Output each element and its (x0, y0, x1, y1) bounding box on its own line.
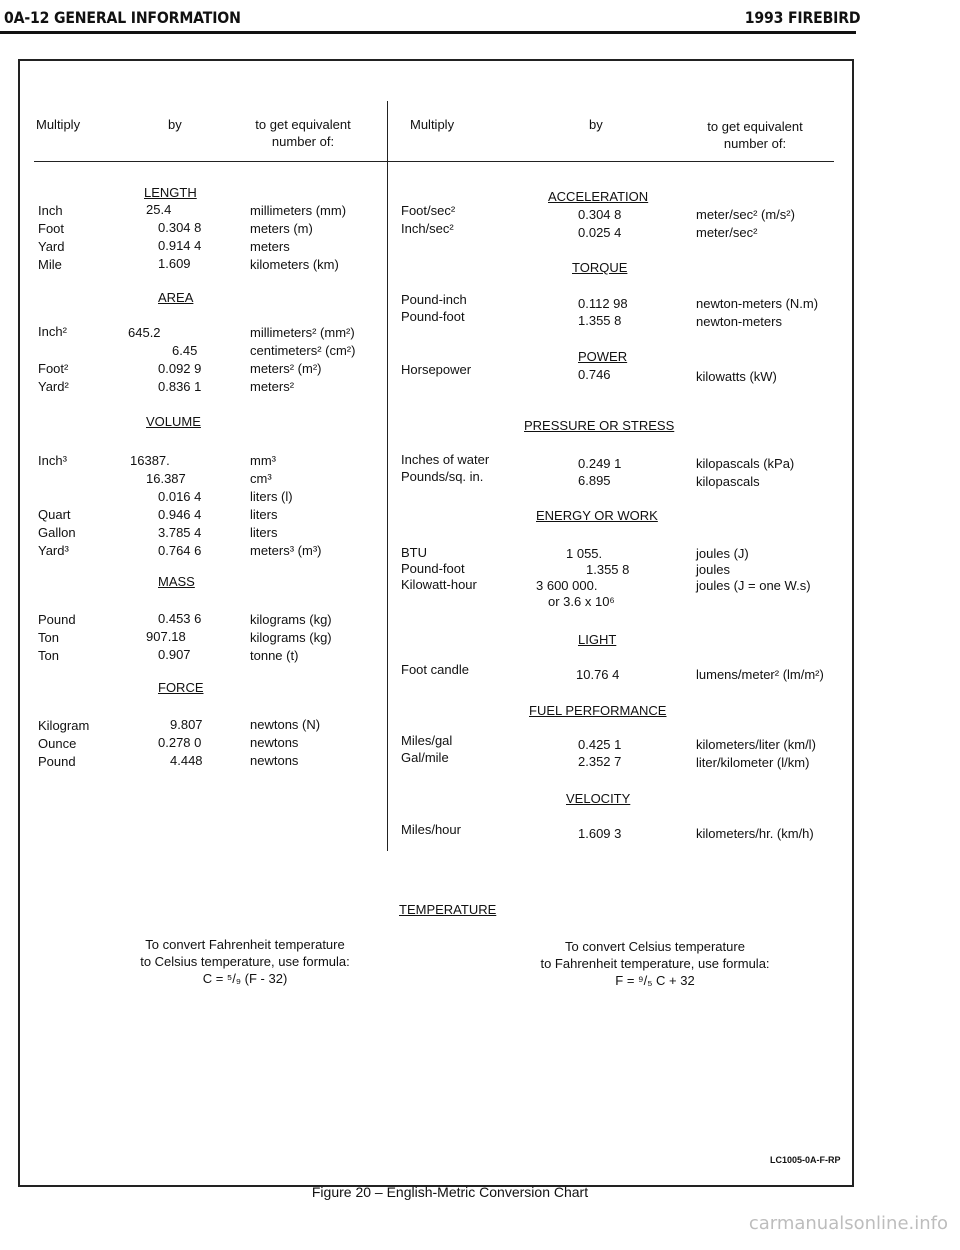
right-result: kilometers/liter (km/l) (696, 737, 816, 752)
section-mass: MASS (158, 574, 195, 589)
right-factor: 0.304 8 (578, 207, 622, 222)
left-result: kilograms (kg) (250, 630, 332, 645)
left-factor: 16387. (130, 453, 170, 468)
section-force: FORCE (158, 680, 204, 695)
left-result: mm³ (250, 453, 276, 468)
left-get-header-2: number of: (271, 134, 335, 149)
site-watermark: carmanualsonline.info (748, 1213, 948, 1234)
right-result: joules (J = one W.s) (696, 578, 811, 593)
right-factor: 0.025 4 (578, 225, 622, 240)
left-result: liters (250, 525, 278, 540)
right-unit: Pound-foot (401, 561, 465, 576)
temp-c-to-f-line1: To convert Celsius temperature (565, 939, 745, 954)
left-factor: 0.092 9 (158, 361, 202, 376)
right-unit: Miles/gal (401, 733, 453, 748)
left-result: cm³ (250, 471, 272, 486)
right-result: newton-meters (696, 314, 782, 329)
left-factor: 16.387 (146, 471, 186, 486)
left-get-header-1: to get equivalent (255, 117, 351, 132)
left-factor: 25.4 (146, 202, 172, 217)
left-factor: 6.45 (172, 343, 198, 358)
right-unit: Foot candle (401, 662, 469, 677)
figure-code: LC1005-0A-F-RP (770, 1155, 841, 1165)
right-factor: 2.352 7 (578, 754, 622, 769)
right-result: lumens/meter² (lm/m²) (696, 667, 824, 682)
left-unit: Ton (38, 648, 59, 663)
right-factor: or 3.6 x 10⁶ (548, 594, 615, 609)
right-factor: 0.249 1 (578, 456, 622, 471)
left-result: kilometers (km) (250, 257, 339, 272)
left-result: meters (250, 239, 290, 254)
right-result: kilometers/hr. (km/h) (696, 826, 814, 841)
right-result: kilopascals (kPa) (696, 456, 795, 471)
right-unit: Inches of water (401, 452, 490, 467)
left-factor: 0.278 0 (158, 735, 202, 750)
temp-f-to-c-line2: to Celsius temperature, use formula: (140, 954, 350, 969)
right-result: joules (J) (696, 546, 749, 561)
left-result: millimeters (mm) (250, 203, 347, 218)
right-result: joules (696, 562, 730, 577)
left-result: centimeters² (cm²) (250, 343, 356, 358)
left-unit: Inch² (38, 324, 67, 339)
right-result: liter/kilometer (l/km) (696, 755, 810, 770)
left-result: newtons (N) (250, 717, 321, 732)
right-by-header: by (589, 117, 603, 132)
page-header-right: 1993 FIREBIRD (744, 8, 860, 27)
left-result: meters² (m²) (250, 361, 322, 376)
right-factor: 0.112 98 (578, 296, 628, 311)
left-unit: Ton (38, 630, 59, 645)
right-unit: Inch/sec² (401, 221, 454, 236)
left-unit: Inch³ (38, 453, 67, 468)
right-unit: Pounds/sq. in. (401, 469, 484, 484)
right-result: meter/sec² (696, 225, 758, 240)
right-result: meter/sec² (m/s²) (696, 207, 795, 222)
section-length: LENGTH (144, 185, 197, 200)
column-divider (387, 101, 388, 851)
left-result: tonne (t) (250, 648, 299, 663)
left-factor: 3.785 4 (158, 525, 202, 540)
section-volume: VOLUME (146, 414, 201, 429)
right-factor: 1.355 8 (578, 313, 622, 328)
left-factor: 0.907 (158, 647, 191, 662)
left-result: newtons (250, 753, 299, 768)
left-factor: 4.448 (170, 753, 203, 768)
left-unit: Foot (38, 221, 65, 236)
left-unit: Yard² (38, 379, 69, 394)
section-area: AREA (158, 290, 194, 305)
right-unit: BTU (401, 545, 427, 560)
left-factor: 0.016 4 (158, 489, 202, 504)
left-unit: Ounce (38, 736, 77, 751)
right-factor: 1.355 8 (586, 562, 630, 577)
right-factor: 6.895 (578, 473, 611, 488)
left-result: meters² (250, 379, 295, 394)
right-get-header-2: number of: (723, 136, 787, 151)
header-rule-table (34, 161, 834, 162)
right-unit: Foot/sec² (401, 203, 456, 218)
left-result: kilograms (kg) (250, 612, 332, 627)
left-factor: 1.609 (158, 256, 191, 271)
left-unit: Quart (38, 507, 71, 522)
left-unit: Yard (38, 239, 65, 254)
right-unit: Kilowatt-hour (401, 577, 477, 592)
right-multiply-header: Multiply (410, 117, 455, 132)
section-torque: TORQUE (572, 260, 628, 275)
figure-caption: Figure 20 – English-Metric Conversion Chart (311, 1184, 589, 1200)
left-unit: Inch (38, 203, 63, 218)
section-velocity: VELOCITY (566, 791, 631, 806)
temp-f-to-c-line1: To convert Fahrenheit temperature (145, 937, 345, 952)
section-acceleration: ACCELERATION (548, 189, 649, 204)
left-unit: Mile (38, 257, 62, 272)
left-result: millimeters² (mm²) (250, 325, 355, 340)
right-factor: 0.425 1 (578, 737, 622, 752)
section-temperature: TEMPERATURE (399, 902, 497, 917)
left-result: liters (l) (250, 489, 293, 504)
right-unit: Pound-foot (401, 309, 465, 324)
left-result: newtons (250, 735, 299, 750)
right-factor: 10.76 4 (576, 667, 620, 682)
left-factor: 0.914 4 (158, 238, 202, 253)
left-factor: 907.18 (146, 629, 186, 644)
right-unit: Miles/hour (401, 822, 461, 837)
right-factor: 0.746 (578, 367, 611, 382)
page-header-left: 0A-12 GENERAL INFORMATION (4, 8, 241, 27)
section-energy: ENERGY OR WORK (536, 508, 658, 523)
section-fuel: FUEL PERFORMANCE (529, 703, 667, 718)
left-result: meters³ (m³) (250, 543, 322, 558)
left-unit: Pound (38, 612, 76, 627)
left-result: meters (m) (250, 221, 313, 236)
temp-c-to-f-formula: F = ⁹/₅ C + 32 (615, 973, 695, 988)
left-unit: Foot² (38, 361, 69, 376)
right-factor: 1.609 3 (578, 826, 622, 841)
temp-f-to-c (110, 936, 380, 987)
left-factor: 9.807 (170, 717, 203, 732)
right-result: kilowatts (kW) (696, 369, 777, 384)
left-factor: 645.2 (128, 325, 161, 340)
left-unit: Yard³ (38, 543, 69, 558)
left-factor: 0.946 4 (158, 507, 202, 522)
left-factor: 0.304 8 (158, 220, 202, 235)
header-rule (0, 31, 856, 34)
right-result: kilopascals (696, 474, 760, 489)
left-by-header: by (168, 117, 182, 132)
right-unit: Horsepower (401, 362, 472, 377)
left-factor: 0.453 6 (158, 611, 202, 626)
left-factor: 0.836 1 (158, 379, 202, 394)
left-unit: Pound (38, 754, 76, 769)
left-result: liters (250, 507, 278, 522)
right-unit: Pound-inch (401, 292, 467, 307)
left-unit: Kilogram (38, 718, 90, 733)
section-power: POWER (578, 349, 628, 364)
section-light: LIGHT (578, 632, 617, 647)
right-factor: 3 600 000. (536, 578, 598, 593)
left-factor: 0.764 6 (158, 543, 202, 558)
right-unit: Gal/mile (401, 750, 449, 765)
left-multiply-header: Multiply (36, 117, 81, 132)
right-factor: 1 055. (566, 546, 603, 561)
right-result: newton-meters (N.m) (696, 296, 819, 311)
left-unit: Gallon (38, 525, 76, 540)
section-pressure: PRESSURE OR STRESS (524, 418, 675, 433)
right-get-header-1: to get equivalent (707, 119, 803, 134)
temp-c-to-f-line2: to Fahrenheit temperature, use formula: (540, 956, 770, 971)
temp-f-to-c-formula: C = ⁵/₉ (F - 32) (202, 971, 288, 986)
temp-c-to-f (510, 938, 800, 989)
